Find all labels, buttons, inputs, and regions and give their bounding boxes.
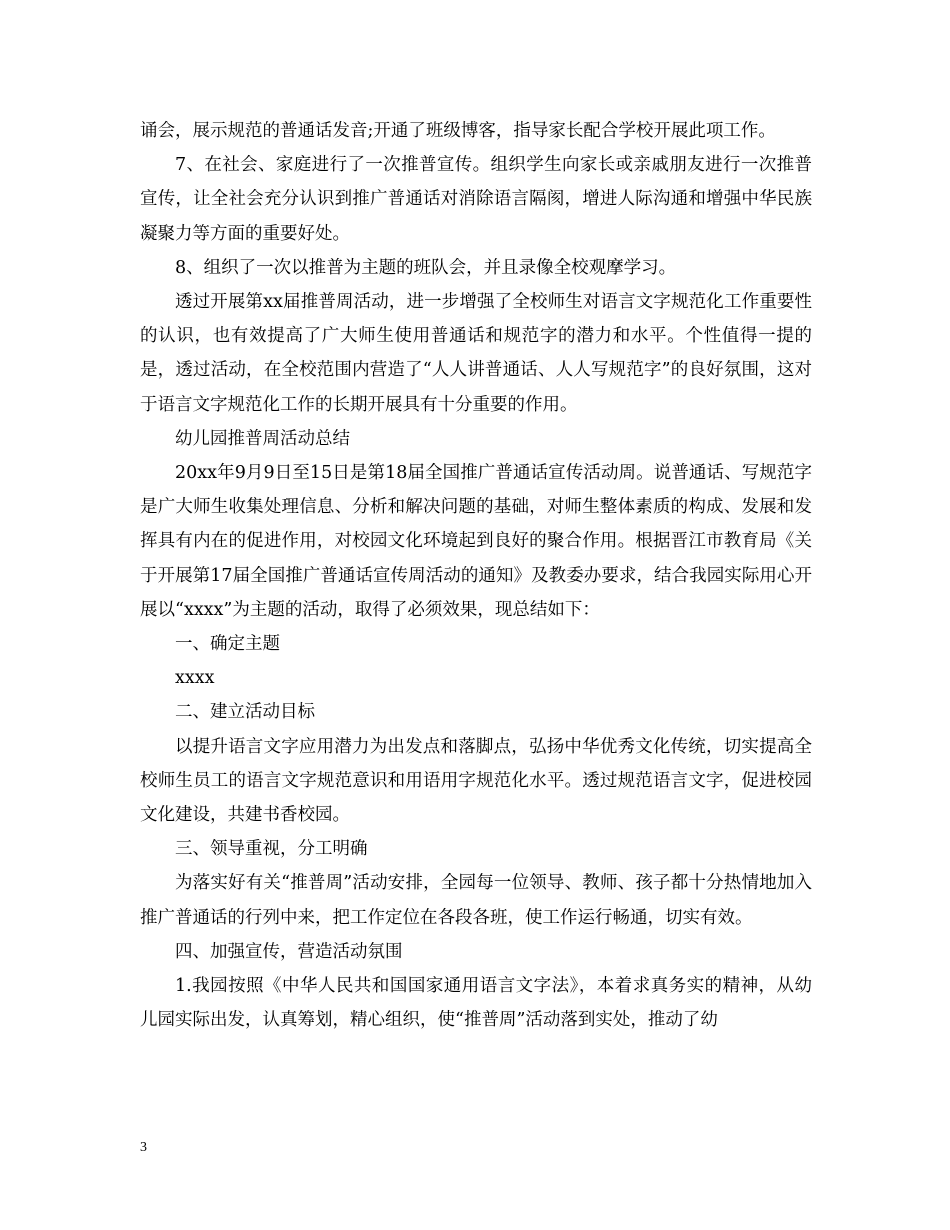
page-number: 3 — [140, 1140, 147, 1155]
paragraph: xxxx — [175, 668, 215, 689]
paragraph: 8、组织了一次以推普为主题的班队会，并且录像全校观摩学习。 — [175, 257, 677, 278]
section-heading: 一、确定主题 — [175, 634, 280, 655]
document-body — [140, 114, 812, 1037]
section-heading: 幼儿园推普周活动总结 — [175, 428, 350, 449]
paragraph: 7、在社会、家庭进行了一次推普宣传。组织学生向家长或亲戚朋友进行一次推普宣传，让全社会充分认识到推广普通话对消除语言隔阂，增进人际沟通和增强中华民族凝聚力等方面的重要好处。 — [140, 155, 812, 244]
section-heading: 三、领导重视，分工明确 — [175, 839, 368, 860]
paragraph: 20xx年9月9日至15日是第18届全国推广普通话宣传活动周。说普通话、写规范字是广大师生收集处理信息、分析和解决问题的基础，对师生整体素质的构成、发展和发挥具有内在的促进作用，对校园文化环境起到良好的聚合作用。根据晋江市教育局《关于开展第17届全国推广普通话宣传周活动的通知》及教委办要求，结合我园实际用心开展以“xxxx”为主题的活动，取得了必须效果，现总结如下： — [140, 463, 812, 620]
paragraph: 为落实好有关“推普周”活动安排，全园每一位领导、教师、孩子都十分热情地加入推广普通话的行列中来，把工作定位在各段各班，使工作运行畅通，切实有效。 — [140, 873, 812, 928]
paragraph: 诵会，展示规范的普通话发音;开通了班级博客，指导家长配合学校开展此项工作。 — [140, 121, 776, 141]
section-heading: 二、建立活动目标 — [175, 702, 315, 723]
paragraph: 以提升语言文字应用潜力为出发点和落脚点，弘扬中华优秀文化传统，切实提高全校师生员工的语言文字规范意识和用语用字规范化水平。透过规范语言文字，促进校园文化建设，共建书香校园。 — [140, 736, 812, 826]
section-heading: 四、加强宣传，营造活动氛围 — [175, 941, 403, 962]
paragraph: 1.我园按照《中华人民共和国国家通用语言文字法》，本着求真务实的精神，从幼儿园实际出发，认真筹划，精心组织，使“推普周”活动落到实处，推动了幼 — [140, 976, 812, 1031]
paragraph: 透过开展第xx届推普周活动，进一步增强了全校师生对语言文字规范化工作重要性的认识，也有效提高了广大师生使用普通话和规范字的潜力和水平。个性值得一提的是，透过活动，在全校范围内营造了“人人讲普通话、人人写规范字”的良好氛围，这对于语言文字规范化工作的长期开展具有十分重要的作用。 — [140, 292, 812, 415]
